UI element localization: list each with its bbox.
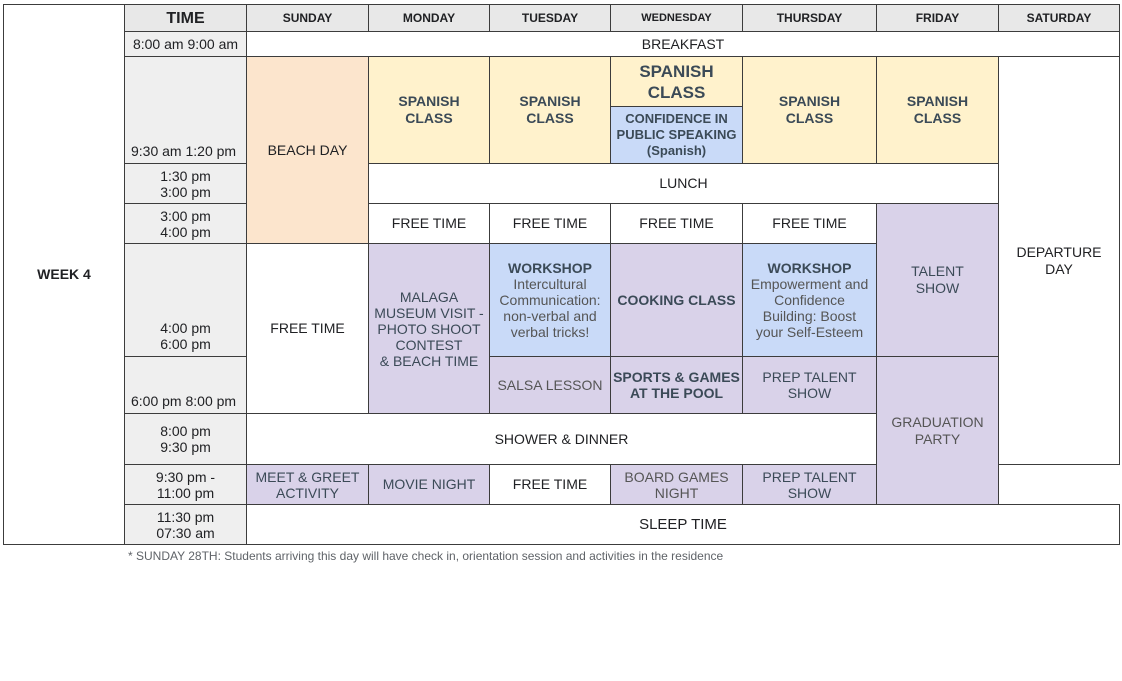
day-header-sunday: SUNDAY bbox=[247, 5, 369, 32]
time-slot: 6:00 pm 8:00 pm bbox=[125, 357, 247, 414]
day-header-thursday: THURSDAY bbox=[743, 5, 877, 32]
time-slot: 3:00 pm 4:00 pm bbox=[125, 204, 247, 244]
time-slot: 1:30 pm 3:00 pm bbox=[125, 164, 247, 204]
graduation-party-cell: GRADUATION PARTY bbox=[877, 357, 999, 505]
time-slot: 8:00 pm 9:30 pm bbox=[125, 414, 247, 465]
time-slot: 11:30 pm 07:30 am bbox=[125, 505, 247, 545]
lunch-cell: LUNCH bbox=[369, 164, 999, 204]
spanish-class-cell bbox=[369, 57, 490, 164]
free-time-cell: FREE TIME bbox=[611, 204, 743, 244]
talent-show-cell: TALENT SHOW bbox=[877, 204, 999, 357]
day-header-monday: MONDAY bbox=[369, 5, 490, 32]
free-time-cell: FREE TIME bbox=[743, 204, 877, 244]
spanish-class-cell bbox=[743, 57, 877, 164]
wed-spanish-class-label: SPANISH CLASS bbox=[611, 57, 742, 107]
time-slot: 4:00 pm 6:00 pm bbox=[125, 244, 247, 357]
movie-night-cell: MOVIE NIGHT bbox=[369, 465, 490, 505]
week-label: WEEK 4 bbox=[4, 5, 125, 545]
malaga-museum-cell: MALAGA MUSEUM VISIT - PHOTO SHOOT CONTEST & BEACH TIME bbox=[369, 244, 490, 414]
day-header-wednesday: WEDNESDAY bbox=[611, 5, 743, 32]
spanish-class-cell bbox=[490, 57, 611, 164]
sleep-time-cell: SLEEP TIME bbox=[247, 505, 1120, 545]
time-slot: 9:30 pm - 11:00 pm bbox=[125, 465, 247, 505]
free-time-cell: FREE TIME bbox=[490, 465, 611, 505]
day-header-saturday: SATURDAY bbox=[999, 5, 1120, 32]
wednesday-morning-cell bbox=[611, 57, 743, 164]
time-slot: 9:30 am 1:20 pm bbox=[125, 57, 247, 164]
sunday-free-time-cell: FREE TIME bbox=[247, 244, 369, 414]
workshop-label: WORKSHOP bbox=[767, 260, 852, 276]
board-games-cell: BOARD GAMES NIGHT bbox=[611, 465, 743, 505]
salsa-lesson-cell: SALSA LESSON bbox=[490, 357, 611, 414]
spanish-class-label: SPANISH CLASS bbox=[398, 93, 460, 126]
breakfast-cell: BREAKFAST bbox=[247, 32, 1120, 57]
day-header-friday: FRIDAY bbox=[877, 5, 999, 32]
meet-greet-cell: MEET & GREET ACTIVITY bbox=[247, 465, 369, 505]
day-header-tuesday: TUESDAY bbox=[490, 5, 611, 32]
shower-dinner-cell: SHOWER & DINNER bbox=[247, 414, 877, 465]
footnote: * SUNDAY 28TH: Students arriving this day will have check in, orientation session and activities in the residence bbox=[128, 549, 724, 563]
time-slot: 8:00 am 9:00 am bbox=[125, 32, 247, 57]
workshop-thursday-cell bbox=[743, 244, 877, 357]
workshop-description: Intercultural Communication: non-verbal and verbal tricks! bbox=[499, 276, 601, 340]
spanish-class-cell bbox=[877, 57, 999, 164]
sports-games-cell: SPORTS & GAMES AT THE POOL bbox=[611, 357, 743, 414]
workshop-label: WORKSHOP bbox=[508, 260, 592, 276]
departure-day-cell: DEPARTURE DAY bbox=[999, 57, 1120, 465]
time-header: TIME bbox=[125, 5, 247, 32]
confidence-speaking-label: CONFIDENCE IN PUBLIC SPEAKING (Spanish) bbox=[611, 107, 742, 163]
beach-day-cell: BEACH DAY bbox=[247, 57, 369, 244]
schedule-table bbox=[3, 4, 1120, 545]
workshop-description: Empowerment and Confidence Building: Boost your Self-Esteem bbox=[750, 276, 869, 340]
free-time-cell: FREE TIME bbox=[490, 204, 611, 244]
spanish-class-label: SPANISH CLASS bbox=[519, 93, 581, 126]
workshop-tuesday-cell bbox=[490, 244, 611, 357]
free-time-cell: FREE TIME bbox=[369, 204, 490, 244]
spanish-class-label: SPANISH CLASS bbox=[906, 93, 969, 126]
spanish-class-label: SPANISH CLASS bbox=[778, 93, 841, 126]
prep-talent-show-cell: PREP TALENT SHOW bbox=[743, 357, 877, 414]
cooking-class-cell: COOKING CLASS bbox=[611, 244, 743, 357]
prep-talent-show-cell: PREP TALENT SHOW bbox=[743, 465, 877, 505]
